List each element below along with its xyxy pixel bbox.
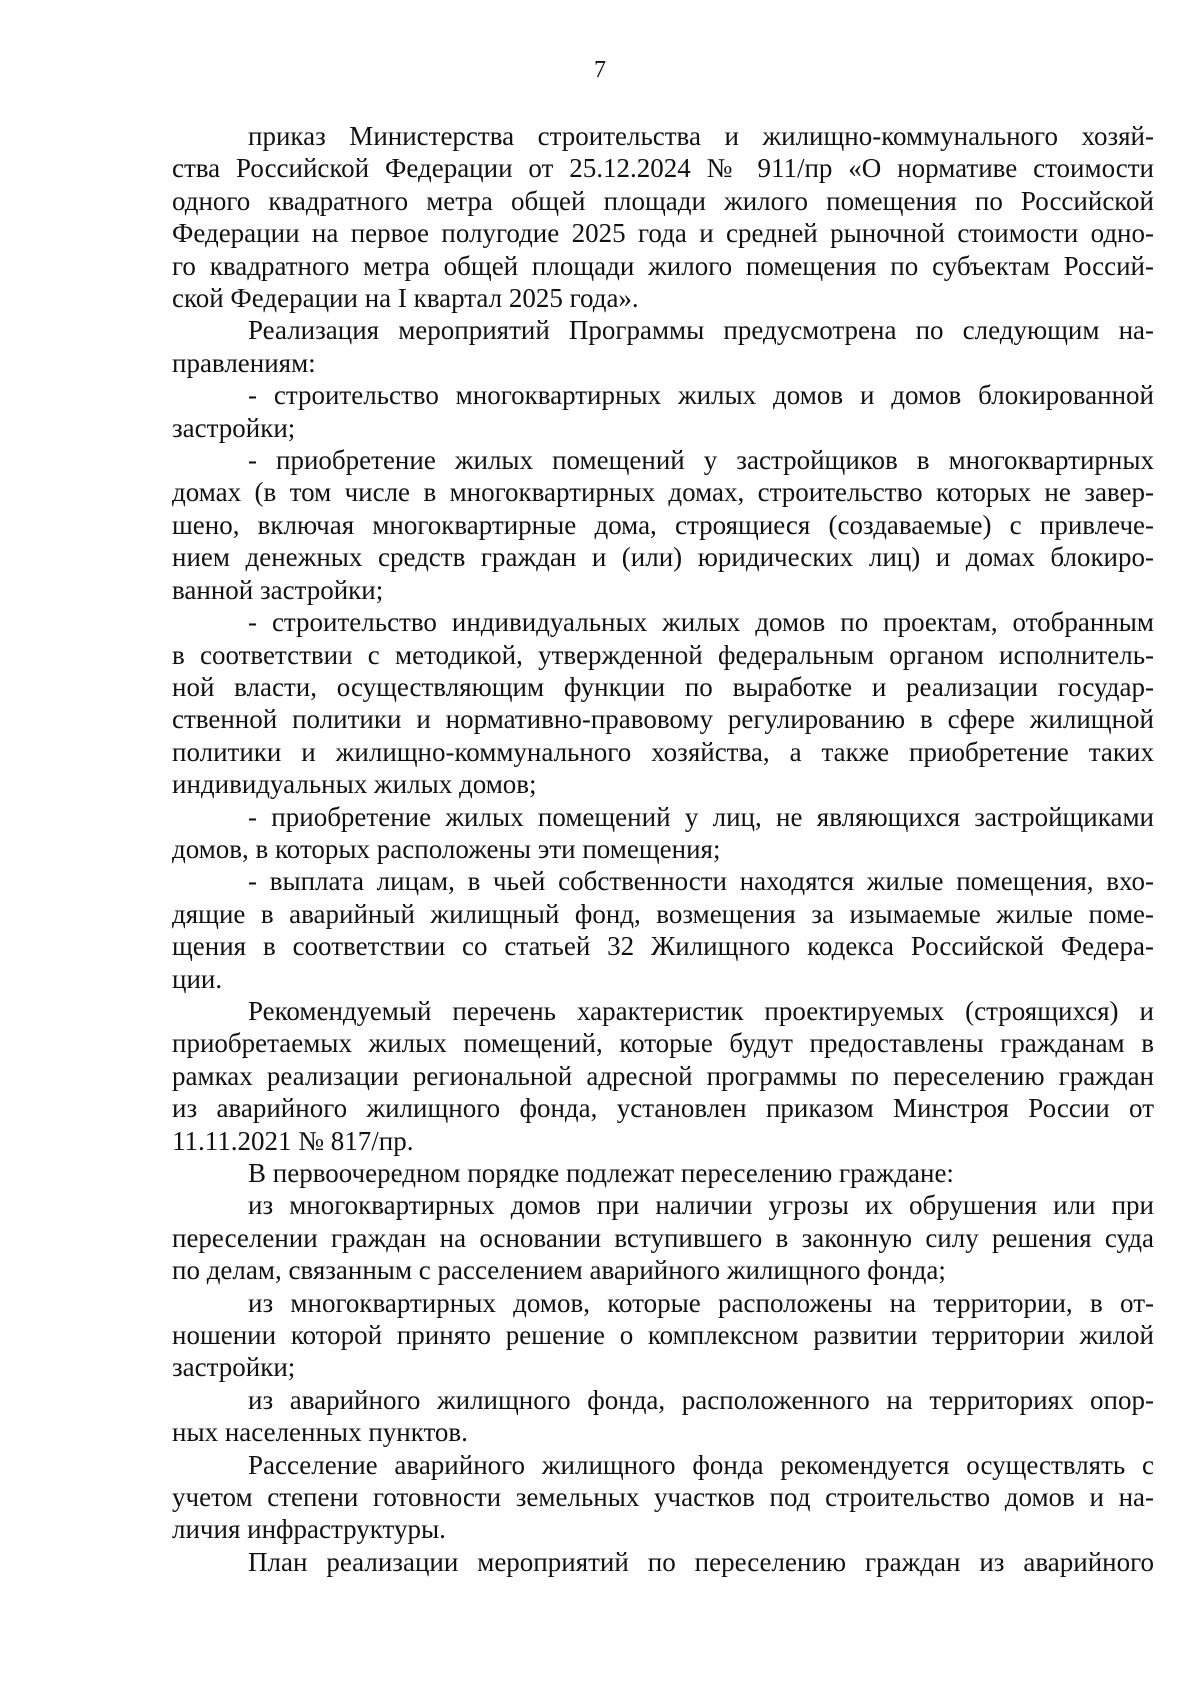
text-line: ванной застройки; — [172, 574, 384, 605]
paragraph — [172, 1157, 1154, 1189]
text-line: застройки; — [172, 1352, 296, 1383]
list-item — [172, 379, 1154, 444]
list-item — [172, 1189, 1154, 1286]
text-line: ства Российской Федерации от 25.12.2024 № 911/пр «О нормативе стоимости — [172, 153, 1154, 184]
text-line: В первоочередном порядке подлежат переселению граждане: — [248, 1158, 954, 1188]
list-item — [172, 1287, 1154, 1384]
text-line: приобретаемых жилых помещений, которые будут предоставлены гражданам в — [172, 1028, 1154, 1059]
text-line: из многоквартирных домов, которые расположены на территории, в от- — [248, 1287, 1154, 1318]
text-line: застройки; — [172, 412, 296, 443]
paragraph — [172, 995, 1154, 1157]
text-line: из аварийного жилищного фонда, установлен приказом Минстроя России от — [172, 1093, 1154, 1124]
text-line: Федерации на первое полугодие 2025 года и средней рыночной стоимости одно- — [172, 218, 1154, 249]
text-line: в соответствии с методикой, утвержденной федеральным органом исполнитель- — [172, 639, 1154, 670]
text-line: ношении которой принято решение о комплексном развитии территории жилой — [172, 1320, 1154, 1351]
text-line: политики и жилищно-коммунального хозяйства, а также приобретение таких — [172, 736, 1154, 767]
text-line: домах (в том числе в многоквартирных домах, строительство которых не завер- — [172, 477, 1154, 508]
text-line: План реализации мероприятий по переселению граждан из аварийного — [248, 1546, 1154, 1577]
text-line: Реализация мероприятий Программы предусмотрена по следующим на- — [248, 315, 1154, 346]
text-line: ской Федерации на I квартал 2025 года». — [172, 283, 639, 314]
text-line: индивидуальных жилых домов; — [172, 769, 537, 800]
text-line: го квадратного метра общей площади жилого помещения по субъектам Россий- — [172, 250, 1154, 281]
list-item — [172, 1384, 1154, 1449]
paragraph — [172, 314, 1154, 379]
text-line: - выплата лицам, в чьей собственности находятся жилые помещения, вхо- — [248, 866, 1154, 897]
text-line: приказ Министерства строительства и жилищно-коммунального хозяй- — [248, 121, 1154, 151]
document-body — [172, 120, 1154, 1578]
paragraph — [172, 120, 1154, 314]
text-line: личия инфраструктуры. — [172, 1514, 446, 1545]
text-line: дящие в аварийный жилищный фонд, возмещения за изымаемые жилые поме- — [172, 898, 1154, 929]
text-line: домов, в которых расположены эти помещения; — [172, 833, 721, 864]
list-item — [172, 865, 1154, 995]
text-line: рамках реализации региональной адресной программы по переселению граждан — [172, 1060, 1154, 1091]
text-line: переселении граждан на основании вступившего в законную силу решения суда — [172, 1222, 1154, 1253]
text-line: нием денежных средств граждан и (или) юридических лиц) и домах блокиро- — [172, 542, 1154, 573]
text-line: одного квадратного метра общей площади жилого помещения по Российской — [172, 185, 1154, 216]
page-number: 7 — [594, 57, 606, 83]
text-line: правлениям: — [172, 347, 316, 378]
text-line: из многоквартирных домов при наличии угрозы их обрушения или при — [248, 1190, 1154, 1221]
text-line: по делам, связанным с расселением аварийного жилищного фонда; — [172, 1255, 946, 1286]
text-line: ной власти, осуществляющим функции по выработке и реализации государ- — [172, 671, 1154, 702]
text-line: из аварийного жилищного фонда, расположенного на территориях опор- — [248, 1384, 1154, 1415]
paragraph — [172, 1449, 1154, 1546]
list-item — [172, 444, 1154, 606]
text-line: - строительство индивидуальных жилых домов по проектам, отобранным — [248, 607, 1154, 638]
text-line: ных населенных пунктов. — [172, 1417, 468, 1448]
text-line: - строительство многоквартирных жилых домов и домов блокированной — [248, 380, 1154, 411]
text-line: щения в соответствии со статьей 32 Жилищного кодекса Российской Федера- — [172, 931, 1154, 962]
list-item — [172, 801, 1154, 866]
text-line: Расселение аварийного жилищного фонда рекомендуется осуществлять с — [248, 1449, 1154, 1480]
text-line: учетом степени готовности земельных участков под строительство домов и на- — [172, 1482, 1154, 1513]
text-line: - приобретение жилых помещений у лиц, не являющихся застройщиками — [248, 801, 1154, 832]
text-line: шено, включая многоквартирные дома, строящиеся (создаваемые) с привлече- — [172, 509, 1154, 540]
text-line: 11.11.2021 № 817/пр. — [172, 1125, 414, 1156]
text-line: Рекомендуемый перечень характеристик проектируемых (строящихся) и — [248, 995, 1154, 1026]
list-item — [172, 606, 1154, 800]
text-line: ственной политики и нормативно-правовому регулированию в сфере жилищной — [172, 704, 1154, 735]
paragraph — [172, 1546, 1154, 1578]
text-line: ции. — [172, 963, 223, 994]
text-line: - приобретение жилых помещений у застройщиков в многоквартирных — [248, 445, 1154, 476]
